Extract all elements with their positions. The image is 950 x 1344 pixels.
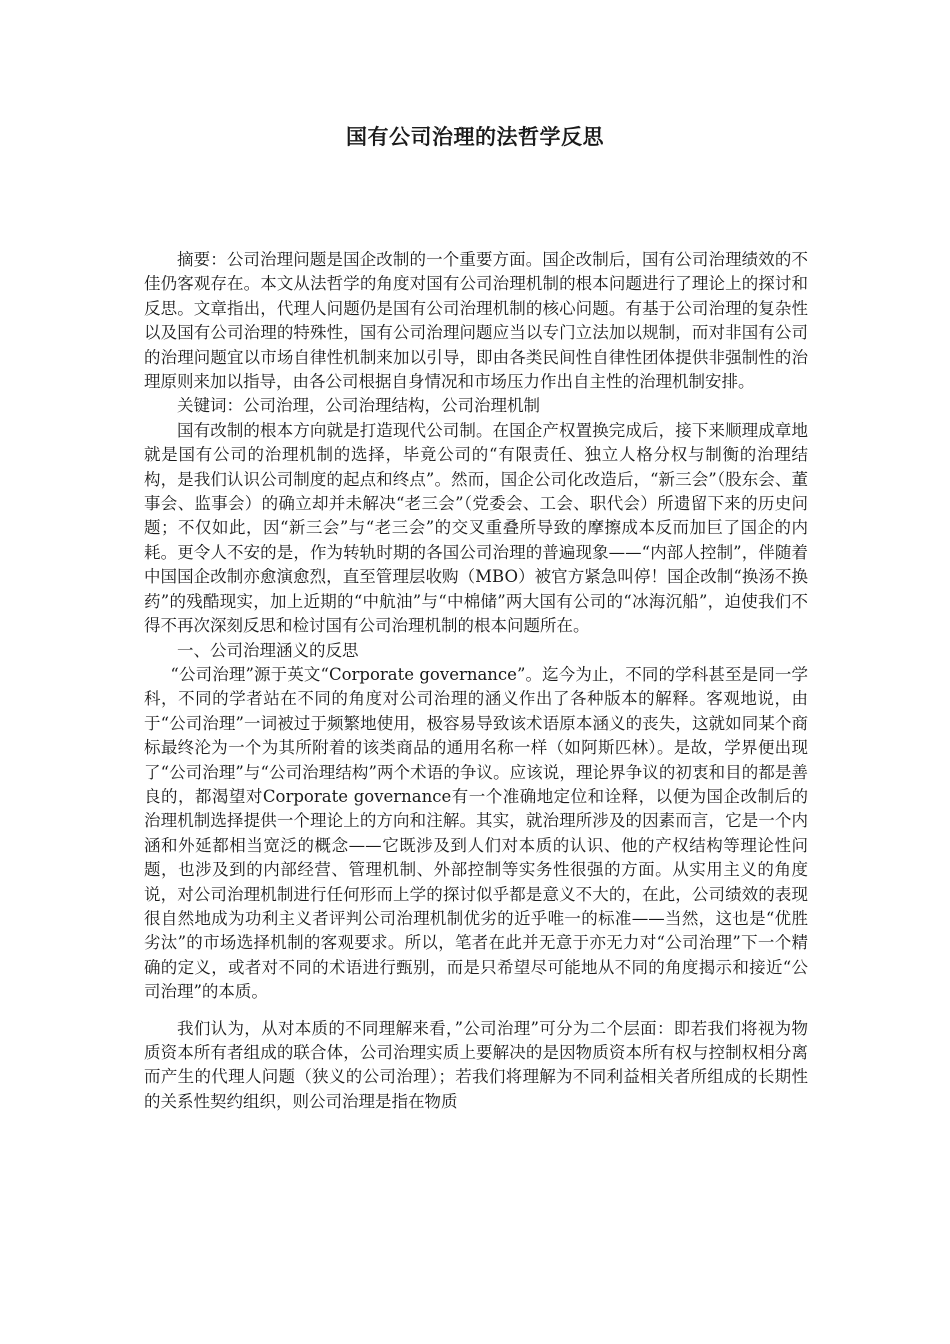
section-paragraph-2: 我们认为，从对本质的不同理解来看，”公司治理”可分为二个层面：即若我们将视为物质资本所有者组成的联合体，公司治理实质上要解决的是因物质资本所有权与控制权相分离而产生的代理人问题（狭义的公司治理）；若我们将理解为不同利益相关者所组成的长期性的关系性契约组织，则公司治理是指在物质: [144, 1018, 808, 1111]
section-heading: 一、公司治理涵义的反思: [177, 640, 359, 660]
keywords-line: 关键词：公司治理，公司治理结构，公司治理机制: [177, 396, 540, 416]
document-title: 国有公司治理的法哲学反思: [346, 125, 604, 149]
section-paragraph: “公司治理”源于英文“Corporate governance”。迄今为止，不同的学科甚至是同一学科，不同的学者站在不同的角度对公司治理的涵义作出了各种版本的解释。客观地说，由于“公司治理”一词被过于频繁地使用，极容易导致该术语原本涵义的丧失，这就如同某个商标最终沦为一个为其所附着的该类商品的通用名称一样（如阿斯匹林）。是故，学界便出现了“公司治理”与“公司治理结构”两个术语的争议。应该说，理论界争议的初衷和目的都是善良的，都渴望对Corporate governance有一个准确地定位和诠释，以便为国企改制后的治理机制选择提供一个理论上的方向和注解。其实，就治理所涉及的因素而言，它是一个内涵和外延都相当宽泛的概念——它既涉及到人们对本质的认识、他的产权结构等理论性问题，也涉及到的内部经营、管理机制、外部控制等实务性很强的方面。从实用主义的角度说，对公司治理机制进行任何形而上学的探讨似乎都是意义不大的，在此，公司绩效的表现很自然地成为功利主义者评判公司治理机制优劣的近乎唯一的标准——当然，这也是“优胜劣汰”的市场选择机制的客观要求。所以，笔者在此并无意于亦无力对“公司治理”下一个精确的定义，或者对不同的术语进行甄别，而是只希望尽可能地从不同的角度揭示和接近“公司治理”的本质。: [144, 664, 808, 1002]
abstract-paragraph: 摘要：公司治理问题是国企改制的一个重要方面。国企改制后，国有公司治理绩效的不佳仍客观存在。本文从法哲学的角度对国有公司治理机制的根本问题进行了理论上的探讨和反思。文章指出，代理人问题仍是国有公司治理机制的核心问题。有基于公司治理的复杂性以及国有公司治理的特殊性，国有公司治理问题应当以专门立法加以规制，而对非国有公司的治理问题宜以市场自律性机制来加以引导，即由各类民间性自律性团体提供非强制性的治理原则来加以指导，由各公司根据自身情况和市场压力作出自主性的治理机制安排。: [144, 250, 808, 392]
intro-paragraph: 国有改制的根本方向就是打造现代公司制。在国企产权置换完成后，接下来顺理成章地就是国有公司的治理机制的选择，毕竟公司的“有限责任、独立人格分权与制衡的治理结构，是我们认识公司制度的起点和终点”。然而，国企公司化改造后，“新三会”（股东会、董事会、监事会）的确立却并未解决“老三会”（党委会、工会、职代会）所遗留下来的历史问题；不仅如此，因“新三会”与“老三会”的交叉重叠所导致的摩擦成本反而加巨了国企的内耗。更令人不安的是，作为转轨时期的各国公司治理的普遍现象——“内部人控制”，伴随着中国国企改制亦愈演愈烈，直至管理层收购（MBO）被官方紧急叫停！国企改制“换汤不换药”的残酷现实，加上近期的“中航油”与“中棉储”两大国有公司的“冰海沉船”，迫使我们不得不再次深刻反思和检讨国有公司治理机制的根本问题所在。: [144, 420, 808, 636]
document-body: [144, 248, 808, 1114]
